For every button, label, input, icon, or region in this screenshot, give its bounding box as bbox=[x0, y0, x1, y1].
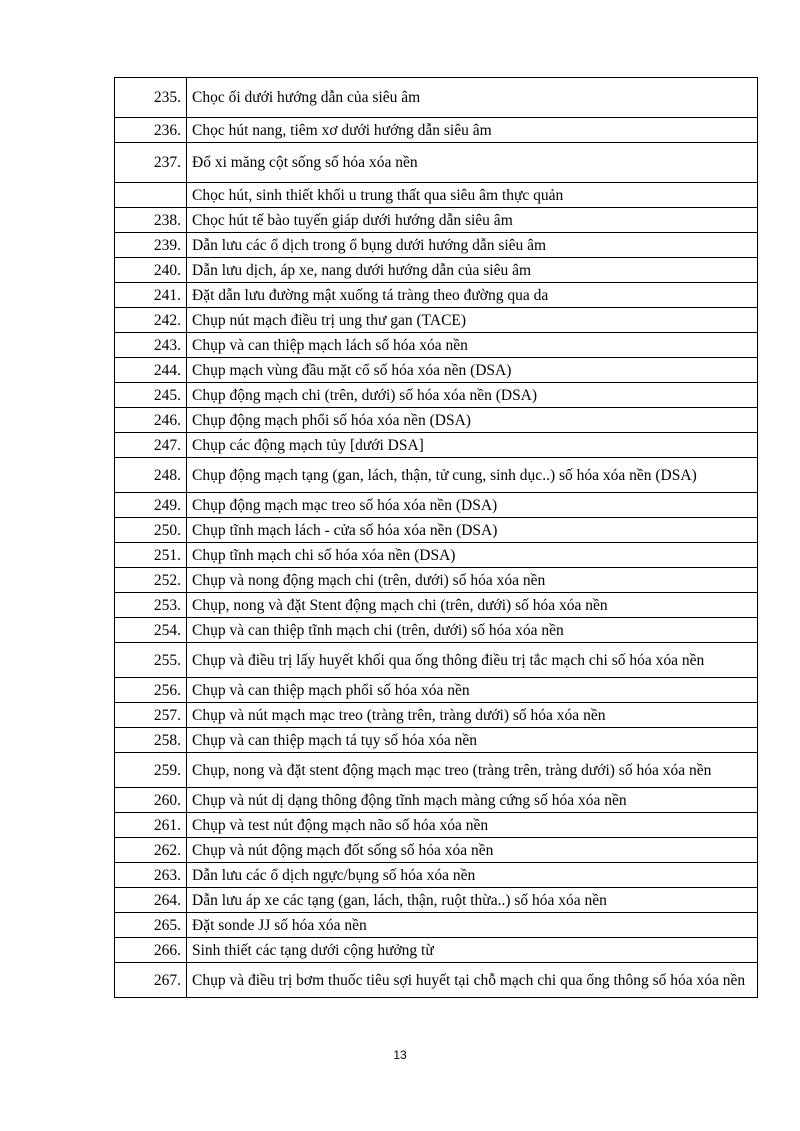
procedure-name: Chọc ối dưới hướng dẫn của siêu âm bbox=[187, 78, 758, 118]
row-number: 255. bbox=[115, 643, 187, 678]
procedure-name: Chọc hút nang, tiêm xơ dưới hướng dẫn siêu âm bbox=[187, 118, 758, 143]
procedure-name: Chụp mạch vùng đầu mặt cổ số hóa xóa nền (DSA) bbox=[187, 358, 758, 383]
row-number: 251. bbox=[115, 543, 187, 568]
row-number: 246. bbox=[115, 408, 187, 433]
procedure-name: Dẫn lưu áp xe các tạng (gan, lách, thận, ruột thừa..) số hóa xóa nền bbox=[187, 888, 758, 913]
procedure-name: Chụp tĩnh mạch lách - cửa số hóa xóa nền (DSA) bbox=[187, 518, 758, 543]
table-row bbox=[115, 888, 758, 913]
row-number: 259. bbox=[115, 753, 187, 788]
table-row bbox=[115, 813, 758, 838]
row-number: 261. bbox=[115, 813, 187, 838]
row-number: 249. bbox=[115, 493, 187, 518]
table-row bbox=[115, 593, 758, 618]
procedure-name: Chụp và can thiệp mạch lách số hóa xóa nền bbox=[187, 333, 758, 358]
procedure-name: Chụp nút mạch điều trị ung thư gan (TACE) bbox=[187, 308, 758, 333]
row-number: 262. bbox=[115, 838, 187, 863]
row-number: 266. bbox=[115, 938, 187, 963]
table-row bbox=[115, 383, 758, 408]
procedure-name: Chụp và nút mạch mạc treo (tràng trên, tràng dưới) số hóa xóa nền bbox=[187, 703, 758, 728]
table-row bbox=[115, 183, 758, 208]
table-row bbox=[115, 788, 758, 813]
procedure-name: Chụp và điều trị bơm thuốc tiêu sợi huyết tại chỗ mạch chi qua ống thông số hóa xóa nền bbox=[187, 963, 758, 998]
procedure-name: Sinh thiết các tạng dưới cộng hưởng từ bbox=[187, 938, 758, 963]
procedure-name: Chọc hút tế bào tuyến giáp dưới hướng dẫn siêu âm bbox=[187, 208, 758, 233]
procedure-name: Chụp tĩnh mạch chi số hóa xóa nền (DSA) bbox=[187, 543, 758, 568]
table-row bbox=[115, 78, 758, 118]
procedure-name: Chụp các động mạch tủy [dưới DSA] bbox=[187, 433, 758, 458]
procedure-table-body bbox=[115, 78, 758, 998]
procedure-name: Chụp động mạch tạng (gan, lách, thận, tử cung, sinh dục..) số hóa xóa nền (DSA) bbox=[187, 458, 758, 493]
row-number bbox=[115, 183, 187, 208]
procedure-name: Dẫn lưu các ổ dịch ngực/bụng số hóa xóa nền bbox=[187, 863, 758, 888]
table-row bbox=[115, 703, 758, 728]
table-row bbox=[115, 618, 758, 643]
row-number: 264. bbox=[115, 888, 187, 913]
row-number: 254. bbox=[115, 618, 187, 643]
row-number: 241. bbox=[115, 283, 187, 308]
row-number: 235. bbox=[115, 78, 187, 118]
row-number: 257. bbox=[115, 703, 187, 728]
row-number: 236. bbox=[115, 118, 187, 143]
table-row bbox=[115, 643, 758, 678]
row-number: 263. bbox=[115, 863, 187, 888]
table-row bbox=[115, 753, 758, 788]
table-row bbox=[115, 208, 758, 233]
row-number: 265. bbox=[115, 913, 187, 938]
table-row bbox=[115, 678, 758, 703]
table-row bbox=[115, 863, 758, 888]
page-number: 13 bbox=[393, 1048, 407, 1062]
procedure-name: Chụp và can thiệp tĩnh mạch chi (trên, dưới) số hóa xóa nền bbox=[187, 618, 758, 643]
table-row bbox=[115, 913, 758, 938]
procedure-name: Chụp và nút dị dạng thông động tĩnh mạch màng cứng số hóa xóa nền bbox=[187, 788, 758, 813]
table-row bbox=[115, 458, 758, 493]
table-row bbox=[115, 283, 758, 308]
table-row bbox=[115, 308, 758, 333]
procedure-name: Chụp và nong động mạch chi (trên, dưới) số hóa xóa nền bbox=[187, 568, 758, 593]
table-row bbox=[115, 963, 758, 998]
row-number: 253. bbox=[115, 593, 187, 618]
table-row bbox=[115, 728, 758, 753]
row-number: 245. bbox=[115, 383, 187, 408]
procedure-name: Đặt sonde JJ số hóa xóa nền bbox=[187, 913, 758, 938]
table-row bbox=[115, 358, 758, 383]
row-number: 260. bbox=[115, 788, 187, 813]
table-row bbox=[115, 938, 758, 963]
procedure-name: Chụp và điều trị lấy huyết khối qua ống thông điều trị tắc mạch chi số hóa xóa nền bbox=[187, 643, 758, 678]
row-number: 252. bbox=[115, 568, 187, 593]
procedure-name: Chụp động mạch mạc treo số hóa xóa nền (DSA) bbox=[187, 493, 758, 518]
procedure-name: Chụp và can thiệp mạch phổi số hóa xóa nền bbox=[187, 678, 758, 703]
table-row bbox=[115, 333, 758, 358]
table-row bbox=[115, 408, 758, 433]
row-number: 239. bbox=[115, 233, 187, 258]
table-row bbox=[115, 543, 758, 568]
procedure-name: Dẫn lưu các ổ dịch trong ổ bụng dưới hướng dẫn siêu âm bbox=[187, 233, 758, 258]
table-row bbox=[115, 518, 758, 543]
row-number: 243. bbox=[115, 333, 187, 358]
procedure-name: Chụp động mạch chi (trên, dưới) số hóa xóa nền (DSA) bbox=[187, 383, 758, 408]
procedure-table bbox=[114, 77, 758, 998]
procedure-name: Chụp và nút động mạch đốt sống số hóa xóa nền bbox=[187, 838, 758, 863]
procedure-name: Chụp, nong và đặt stent động mạch mạc treo (tràng trên, tràng dưới) số hóa xóa nền bbox=[187, 753, 758, 788]
procedure-name: Dẫn lưu dịch, áp xe, nang dưới hướng dẫn của siêu âm bbox=[187, 258, 758, 283]
table-row bbox=[115, 233, 758, 258]
table-row bbox=[115, 568, 758, 593]
row-number: 244. bbox=[115, 358, 187, 383]
procedure-name: Đặt dẫn lưu đường mật xuống tá tràng theo đường qua da bbox=[187, 283, 758, 308]
table-row bbox=[115, 493, 758, 518]
table-row bbox=[115, 258, 758, 283]
row-number: 238. bbox=[115, 208, 187, 233]
procedure-name: Đổ xi măng cột sống số hóa xóa nền bbox=[187, 143, 758, 183]
procedure-name: Chụp, nong và đặt Stent động mạch chi (trên, dưới) số hóa xóa nền bbox=[187, 593, 758, 618]
row-number: 248. bbox=[115, 458, 187, 493]
row-number: 258. bbox=[115, 728, 187, 753]
row-number: 267. bbox=[115, 963, 187, 998]
row-number: 237. bbox=[115, 143, 187, 183]
row-number: 250. bbox=[115, 518, 187, 543]
row-number: 240. bbox=[115, 258, 187, 283]
procedure-name: Chụp động mạch phổi số hóa xóa nền (DSA) bbox=[187, 408, 758, 433]
row-number: 256. bbox=[115, 678, 187, 703]
table-row bbox=[115, 143, 758, 183]
row-number: 242. bbox=[115, 308, 187, 333]
row-number: 247. bbox=[115, 433, 187, 458]
table-row bbox=[115, 838, 758, 863]
procedure-name: Chọc hút, sinh thiết khối u trung thất qua siêu âm thực quản bbox=[187, 183, 758, 208]
procedure-name: Chụp và test nút động mạch não số hóa xóa nền bbox=[187, 813, 758, 838]
table-row bbox=[115, 118, 758, 143]
procedure-name: Chụp và can thiệp mạch tá tụy số hóa xóa nền bbox=[187, 728, 758, 753]
table-row bbox=[115, 433, 758, 458]
